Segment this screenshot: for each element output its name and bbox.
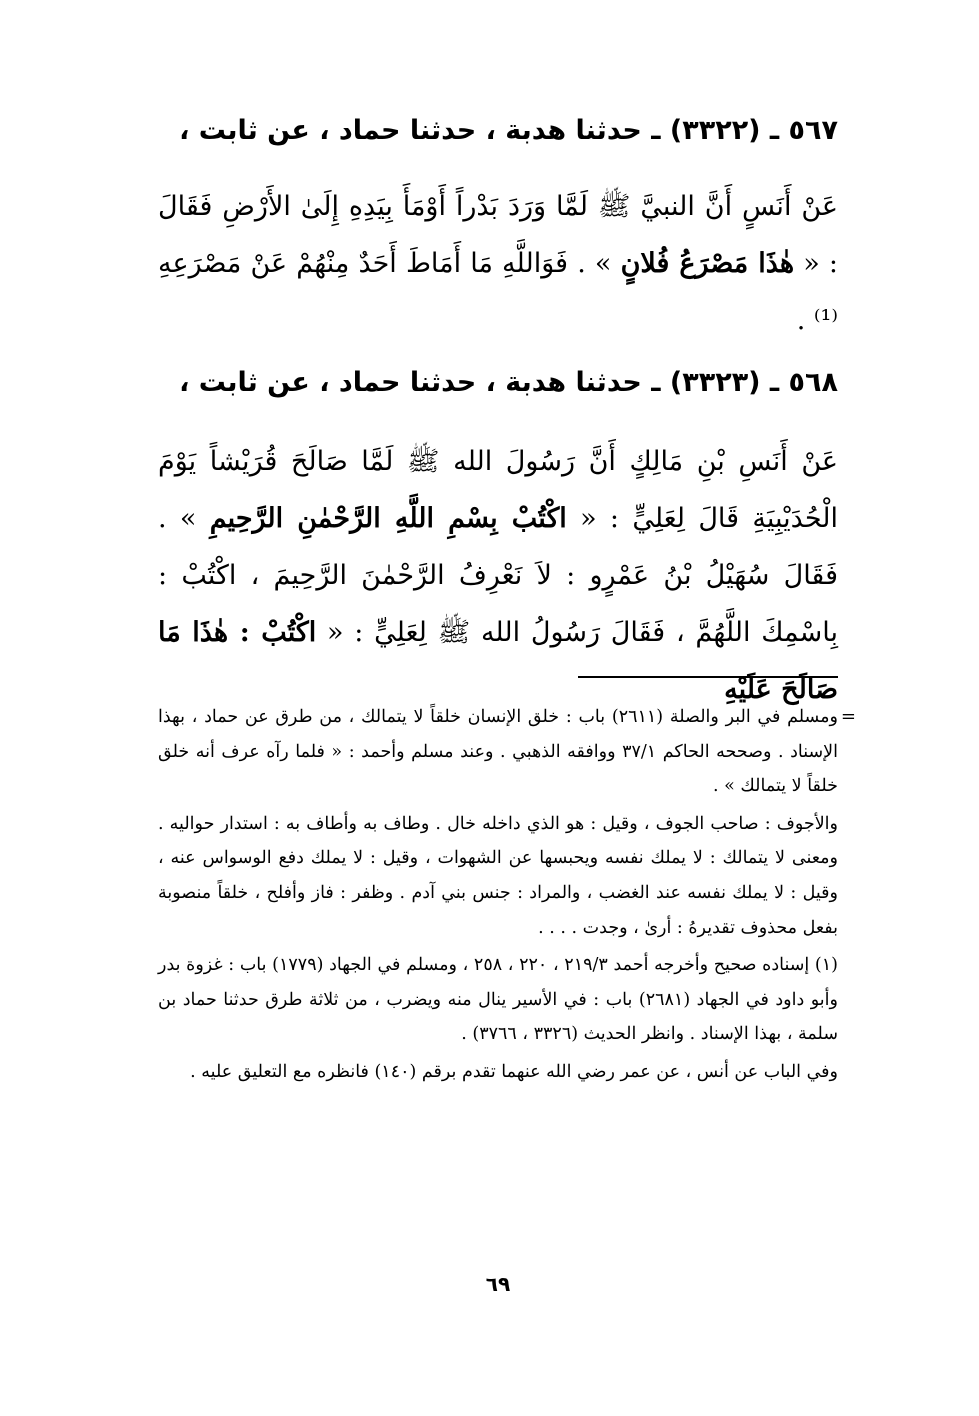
footnotes xyxy=(158,700,856,1093)
hadith-567-quote: هٰذَا مَصْرَعُ فُلانٍ xyxy=(620,248,795,279)
hadith-568-quote-1: اكْتُبْ بِسْمِ اللَّهِ الرَّحْمٰنِ الرَّحِيمِ xyxy=(209,503,567,534)
footnote-separator xyxy=(578,676,838,678)
hadith-568-text-middle: » . فَقَالَ سُهَيْلُ بْنُ عَمْرٍو : لاَ نَعْرِفُ الرَّحْمٰنَ الرَّحِيمَ ، اكْتُبْ : بِاسْمِكَ اللَّهُمَّ ، فَقَالَ رَسُولُ الله ﷺ لِعَلِيٍّ : « xyxy=(158,503,838,648)
footnote-paragraph: والأجوف : صاحب الجوف ، وقيل : هو الذي داخله خال . وطاف به وأطاف به : استدار حواليه . ومعنى لا يتمالك : لا يملك نفسه ويحبسها عن الشهوات ، وقيل : لا يملك دفع الوسواس عنه ، وقيل : لا يملك نفسه عند الغضب ، والمراد : جنس بني آدم . وظفر : فاز وأفلح ، خلقاً منصوبة بفعل محذوف تقديرهُ : أرىٰ ، وجدت . . . . xyxy=(158,813,838,938)
hadith-568-heading: ٥٦٨ ـ (٣٣٢٣) ـ حدثنا هدبة ، حدثنا حماد ، عن ثابت ، xyxy=(179,367,838,398)
book-page xyxy=(158,0,856,1416)
footnote-paragraph: وفي الباب عن أنس ، عن عمر رضي الله عنهما تقدم برقم (١٤٠) فانظره مع التعليق عليه . xyxy=(190,1061,838,1082)
footnote-paragraph: (١) إسناده صحيح وأخرجه أحمد ٢١٩/٣ ، ٢٢٠ ، ٢٥٨ ، ومسلم في الجهاد (١٧٧٩) باب : غزوة بدر وأبو داود في الجهاد (٢٦٨١) باب : في الأسير ينال منه ويضرب ، من ثلاثة طرق حدثنا حماد بن سلمة ، بهذا الإسناد . وانظر الحديث (٣٣٢٦ ، ٣٧٦٦) . xyxy=(158,955,838,1045)
hadith-567-heading: ٥٦٧ ـ (٣٣٢٢) ـ حدثنا هدبة ، حدثنا حماد ، عن ثابت ، xyxy=(179,115,838,146)
hadith-567-text-end: » . فَوَاللَّهِ مَا أَمَاطَ أَحَدٌ مِنْهُمْ عَنْ مَصْرَعِهِ ⁽¹⁾ . xyxy=(158,248,838,336)
hadith-568-text-start: عَنْ أَنَسِ بْنِ مَالِكٍ أَنَّ رَسُولَ الله ﷺ لَمَّا صَالَحَ قُرَيْشاً يَوْمَ الْحُدَيْبِيَةِ قَالَ لِعَلِيٍّ : « xyxy=(158,446,838,534)
page-number: ٦٩ xyxy=(485,1272,511,1296)
hadith-568-quote-2: اكْتُبْ : هٰذَا مَا صَالَحَ عَلَيْهِ xyxy=(158,617,838,705)
hadith-567-text xyxy=(158,178,838,349)
footnote-continuation-mark: = xyxy=(840,706,856,727)
hadith-567-text-start: عَنْ أَنَسٍ أَنَّ النبيَّ ﷺ لَمَّا وَرَدَ بَدْراً أَوْمَأَ بِيَدِهِ إِلَىٰ الأَرْضِ فَقَالَ : « xyxy=(158,191,838,279)
footnote-paragraph: ومسلم في البر والصلة (٢٦١١) باب : خلق الإنسان خلقاً لا يتمالك ، من طرق عن حماد ، بهذا الإسناد . وصححه الحاكم ٣٧/١ ووافقه الذهبي . وعند مسلم وأحمد : « فلما رآه عرف أنه خلق خلقاً لا يتمالك » . xyxy=(158,707,838,797)
